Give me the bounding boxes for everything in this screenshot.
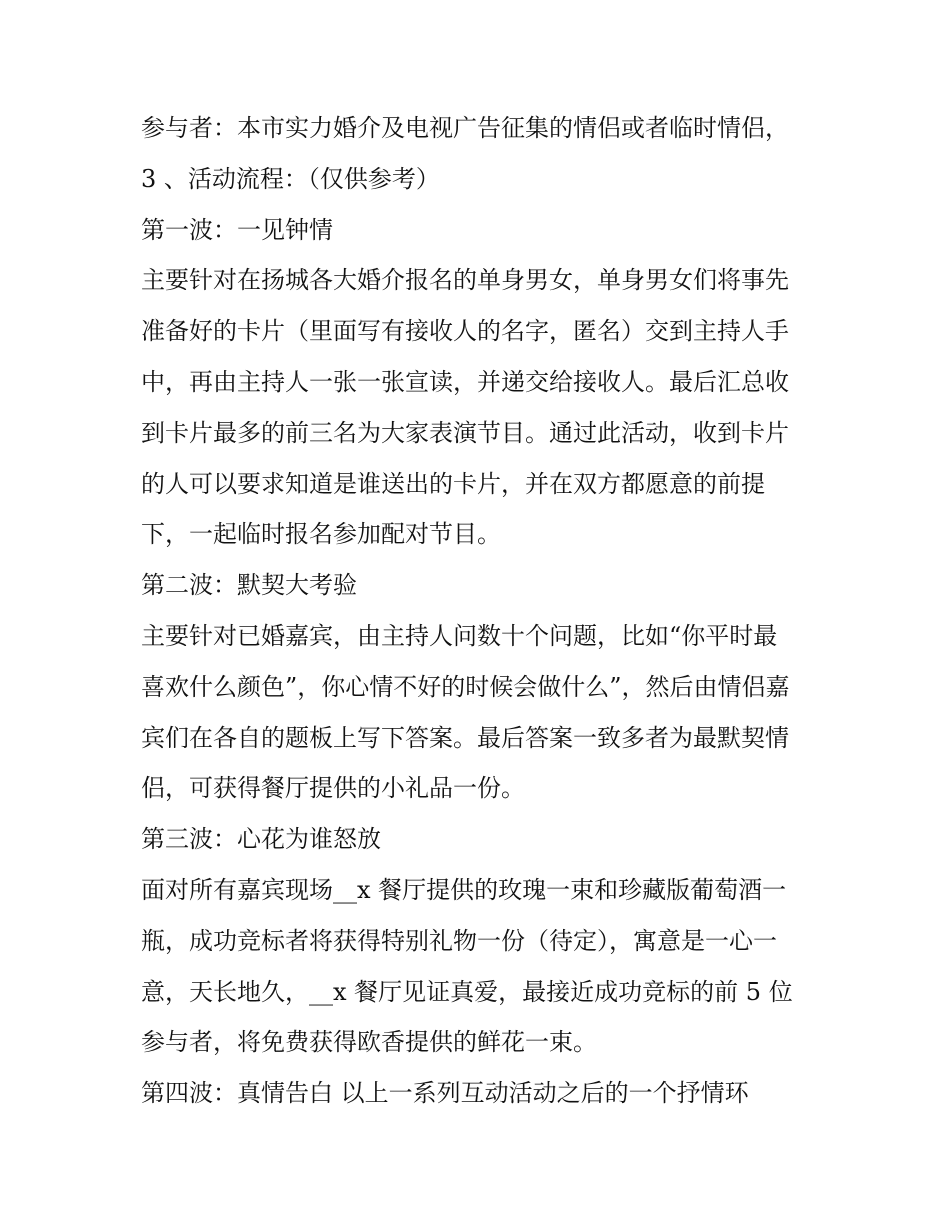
paragraph-line: 面对所有嘉宾现场__x 餐厅提供的玫瑰一束和珍藏版葡萄酒一	[141, 875, 787, 904]
paragraph-line: 中，再由主持人一张一张宣读，并递交给接收人。最后汇总收	[141, 367, 789, 396]
wave-1-heading: 第一波：一见钟情	[141, 215, 333, 244]
paragraph-line: 准备好的卡片（里面写有接收人的名字，匿名）交到主持人手	[141, 317, 789, 346]
paragraph-line: 侣，可获得餐厅提供的小礼品一份。	[141, 774, 525, 803]
paragraph-line: 到卡片最多的前三名为大家表演节目。通过此活动，收到卡片	[141, 418, 789, 447]
paragraph-line: 意，天长地久，__x 餐厅见证真爱，最接近成功竞标的前 5 位	[141, 977, 793, 1006]
wave-4-heading: 第四波：真情告白 以上一系列互动活动之后的一个抒情环	[141, 1079, 749, 1108]
wave-3-heading: 第三波：心花为谁怒放	[141, 825, 381, 854]
paragraph-line: 参与者，将免费获得欧香提供的鲜花一束。	[141, 1028, 597, 1057]
wave-2-heading: 第二波：默契大考验	[141, 571, 357, 600]
paragraph-line: 下，一起临时报名参加配对节目。	[141, 520, 501, 549]
document-body	[141, 103, 821, 1119]
paragraph-line: 喜欢什么颜色”，你心情不好的时候会做什么”，然后由情侣嘉	[141, 672, 790, 701]
section-heading-activity-flow: 3 、活动流程：（仅供参考）	[141, 164, 440, 193]
paragraph-line: 的人可以要求知道是谁送出的卡片，并在双方都愿意的前提	[141, 469, 765, 498]
paragraph-line: 主要针对在扬城各大婚介报名的单身男女，单身男女们将事先	[141, 266, 789, 295]
paragraph-line: 瓶，成功竞标者将获得特别礼物一份（待定），寓意是一心一	[141, 926, 777, 955]
paragraph-line: 宾们在各自的题板上写下答案。最后答案一致多者为最默契情	[141, 723, 789, 752]
participants-line: 参与者：本市实力婚介及电视广告征集的情侣或者临时情侣，	[141, 114, 789, 142]
paragraph-line: 主要针对已婚嘉宾，由主持人问数十个问题，比如“你平时最	[141, 621, 778, 650]
